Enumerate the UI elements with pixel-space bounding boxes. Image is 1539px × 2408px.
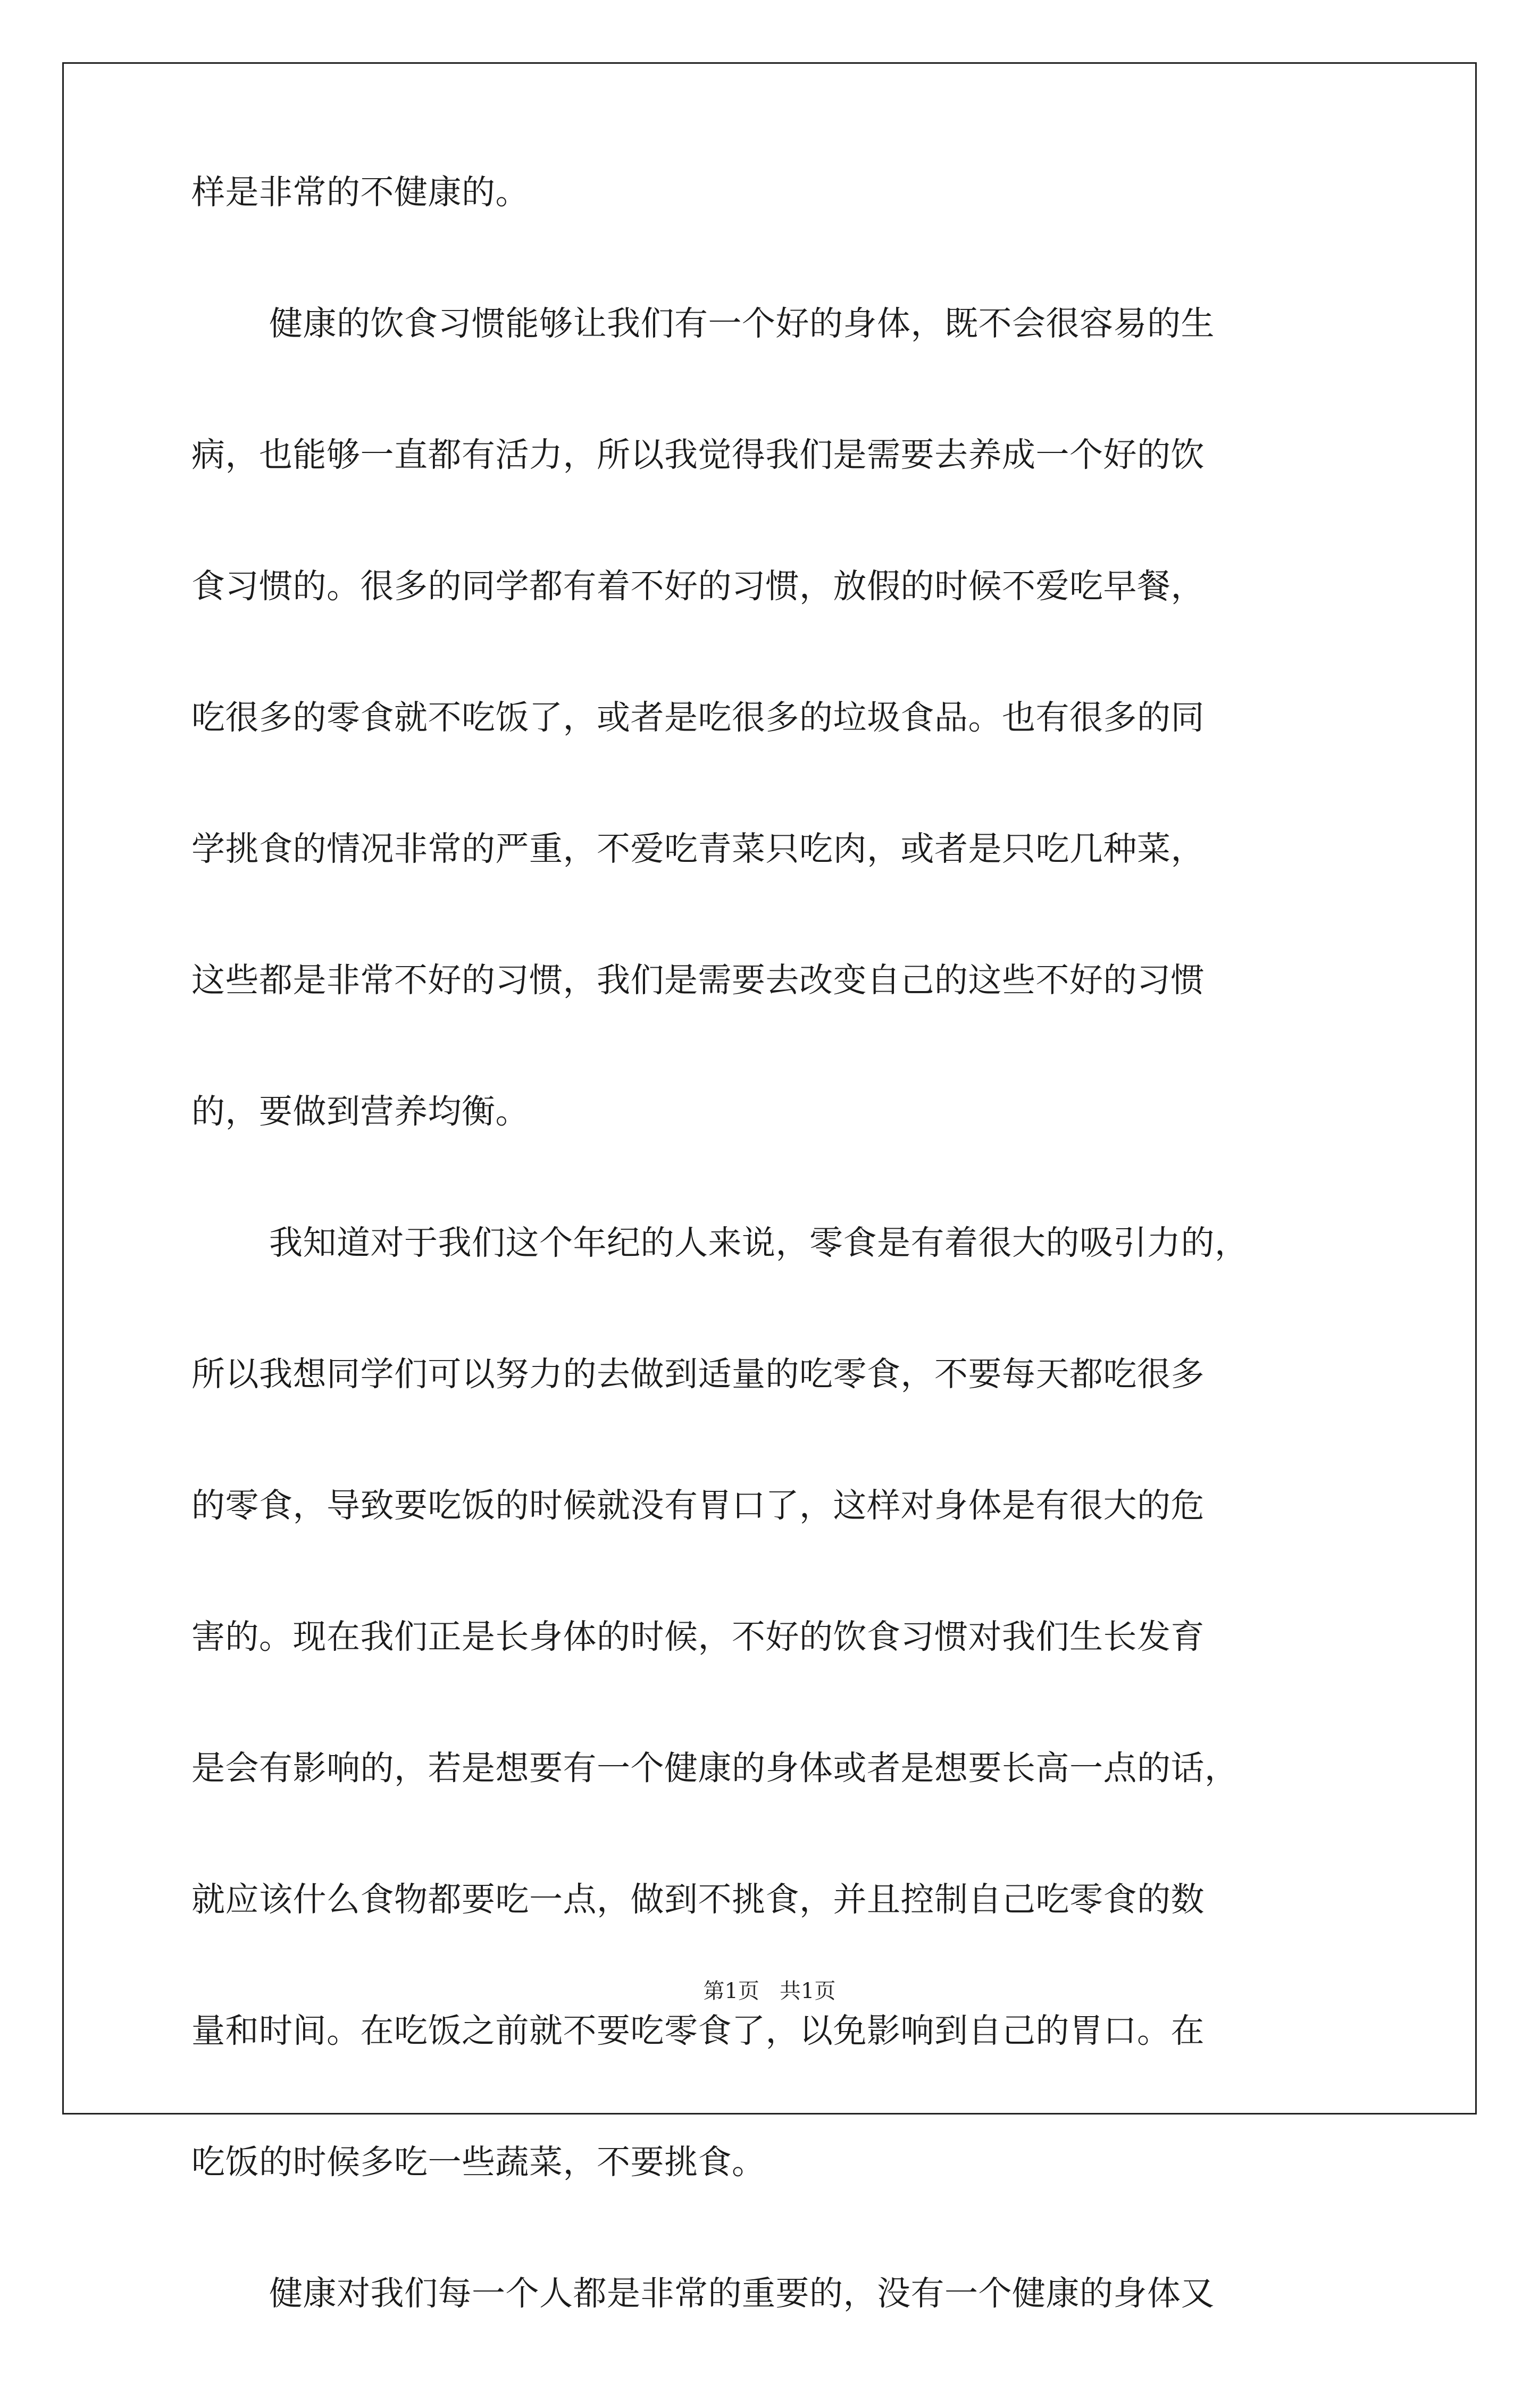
- text-line: 健康对我们每一个人都是非常的重要的，没有一个健康的身体又: [269, 2274, 1215, 2313]
- page-footer: [0, 1974, 1539, 2004]
- page-number: 第1页 共1页: [703, 1979, 836, 2003]
- text-line: 是会有影响的，若是想要有一个健康的身体或者是想要长高一点的话，: [191, 1749, 1239, 1788]
- text-line: 学挑食的情况非常的严重，不爱吃青菜只吃肉，或者是只吃几种菜，: [191, 829, 1205, 868]
- text-line: 害的。现在我们正是长身体的时候，不好的饮食习惯对我们生长发育: [191, 1617, 1205, 1656]
- text-line: 的，要做到营养均衡。: [191, 1092, 529, 1131]
- document-body: [191, 175, 1367, 2408]
- text-line: 食习惯的。很多的同学都有着不好的习惯，放假的时候不爱吃早餐，: [191, 567, 1205, 606]
- text-line: 量和时间。在吃饭之前就不要吃零食了，以免影响到自己的胃口。在: [191, 2011, 1205, 2050]
- text-line: 吃很多的零食就不吃饭了，或者是吃很多的垃圾食品。也有很多的同: [191, 698, 1205, 737]
- text-line: 样是非常的不健康的。: [191, 173, 529, 212]
- text-line: 我知道对于我们这个年纪的人来说，零食是有着很大的吸引力的，: [269, 1223, 1249, 1262]
- text-line: 的零食，导致要吃饭的时候就没有胃口了，这样对身体是有很大的危: [191, 1486, 1205, 1525]
- text-line: 就应该什么食物都要吃一点，做到不挑食，并且控制自己吃零食的数: [191, 1880, 1205, 1919]
- text-line: 病，也能够一直都有活力，所以我觉得我们是需要去养成一个好的饮: [191, 435, 1205, 474]
- text-line: 所以我想同学们可以努力的去做到适量的吃零食，不要每天都吃很多: [191, 1355, 1205, 1394]
- text-line: 吃饭的时候多吃一些蔬菜，不要挑食。: [191, 2143, 766, 2182]
- text-line: 健康的饮食习惯能够让我们有一个好的身体，既不会很容易的生: [269, 304, 1215, 343]
- text-line: 这些都是非常不好的习惯，我们是需要去改变自己的这些不好的习惯: [191, 961, 1205, 1000]
